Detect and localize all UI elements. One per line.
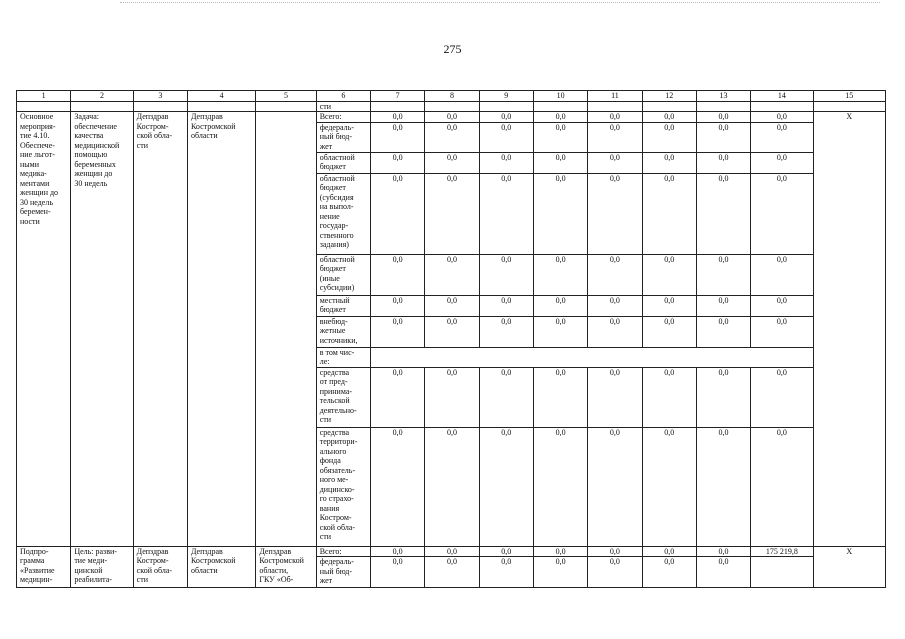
column-number: 13: [696, 91, 750, 102]
value-cell: 0,0: [751, 152, 813, 173]
value-cell: 0,0: [751, 295, 813, 316]
value-cell: 0,0: [642, 295, 696, 316]
value-cell: 0,0: [642, 316, 696, 347]
funding-source: Всего:: [316, 112, 370, 123]
funding-source: в том чис- ле:: [316, 347, 370, 367]
value-cell: 0,0: [479, 557, 533, 588]
value-cell: 0,0: [588, 295, 642, 316]
value-cell: 0,0: [696, 427, 750, 546]
budget-table: [16, 90, 886, 588]
column-number: 7: [371, 91, 425, 102]
value-cell: 0,0: [425, 295, 479, 316]
cell-col3: Депздрав Костром- ской обла- сти: [133, 546, 187, 588]
value-cell: 0,0: [425, 173, 479, 254]
cell-col1: Основное мероприя- тие 4.10. Обеспече- ние льгот- ными медика- ментами женщин до 30 недель беремен- ности: [17, 112, 71, 547]
continuation-cell: [642, 101, 696, 112]
value-cell: 0,0: [425, 427, 479, 546]
continuation-cell: [479, 101, 533, 112]
value-cell: 0,0: [696, 112, 750, 123]
value-cell: 0,0: [425, 254, 479, 295]
value-cell: 0,0: [479, 112, 533, 123]
value-cell: 0,0: [479, 427, 533, 546]
continuation-cell: [133, 101, 187, 112]
continuation-cell: [371, 101, 425, 112]
value-cell: 0,0: [371, 557, 425, 588]
value-cell: 0,0: [588, 546, 642, 557]
column-number: 11: [588, 91, 642, 102]
value-cell: 0,0: [642, 546, 696, 557]
value-cell: 0,0: [371, 122, 425, 152]
column-number: 14: [751, 91, 813, 102]
value-cell: 0,0: [642, 427, 696, 546]
value-cell: 0,0: [425, 367, 479, 427]
value-cell: 0,0: [479, 254, 533, 295]
value-cell: 0,0: [371, 427, 425, 546]
value-cell: 0,0: [588, 112, 642, 123]
continuation-cell: [71, 101, 133, 112]
value-cell: 0,0: [533, 427, 587, 546]
column-number: 5: [256, 91, 316, 102]
continuation-cell: [256, 101, 316, 112]
value-cell: 0,0: [533, 122, 587, 152]
value-cell: 0,0: [696, 152, 750, 173]
value-cell: 0,0: [479, 316, 533, 347]
value-cell: 0,0: [479, 173, 533, 254]
column-number: 2: [71, 91, 133, 102]
value-cell: 0,0: [588, 316, 642, 347]
continuation-cell: [425, 101, 479, 112]
cell-col5: [256, 112, 316, 547]
continuation-cell: [533, 101, 587, 112]
column-number: 8: [425, 91, 479, 102]
continuation-cell: [751, 101, 813, 112]
funding-source: местный бюджет: [316, 295, 370, 316]
value-cell: 0,0: [751, 122, 813, 152]
value-cell: 0,0: [479, 295, 533, 316]
value-cell: 0,0: [479, 546, 533, 557]
cell-col2: Цель: разви- тие меди- цинской реабилита-: [71, 546, 133, 588]
value-cell: 0,0: [479, 152, 533, 173]
value-cell: 0,0: [696, 173, 750, 254]
value-cell: 0,0: [588, 427, 642, 546]
cell-col15: X: [813, 112, 885, 547]
cell-col1: Подпро- грамма «Развитие медицин-: [17, 546, 71, 588]
value-cell: 0,0: [588, 367, 642, 427]
continuation-row: [17, 101, 886, 112]
column-number: 1: [17, 91, 71, 102]
continuation-cell: [588, 101, 642, 112]
value-cell: 0,0: [533, 112, 587, 123]
cell-col5: Депздрав Костромской области, ГКУ «Об-: [256, 546, 316, 588]
value-cell: 175 219,8: [751, 546, 813, 557]
value-cell: 0,0: [588, 254, 642, 295]
column-number: 4: [187, 91, 255, 102]
continuation-cell: [696, 101, 750, 112]
column-number: 10: [533, 91, 587, 102]
value-cell: 0,0: [425, 316, 479, 347]
funding-source: областной бюджет (субсидия на выпол- нение государ- ственного задания): [316, 173, 370, 254]
value-cell: 0,0: [696, 316, 750, 347]
value-cell: 0,0: [696, 557, 750, 588]
value-cell: 0,0: [371, 152, 425, 173]
cell-col4: Депздрав Костромской области: [187, 546, 255, 588]
value-cell: 0,0: [425, 546, 479, 557]
value-cell: 0,0: [696, 295, 750, 316]
value-cell: 0,0: [696, 254, 750, 295]
value-cell: 0,0: [751, 367, 813, 427]
value-cell: 0,0: [425, 112, 479, 123]
value-cell: 0,0: [533, 367, 587, 427]
funding-source: внебюд- жетные источники,: [316, 316, 370, 347]
column-number: 9: [479, 91, 533, 102]
value-cell: 0,0: [425, 557, 479, 588]
value-cell: 0,0: [425, 152, 479, 173]
value-cell: 0,0: [371, 254, 425, 295]
value-cell: 0,0: [696, 122, 750, 152]
table-row: [17, 546, 886, 557]
value-cell: 0,0: [696, 546, 750, 557]
value-cell: 0,0: [642, 152, 696, 173]
funding-source: средства от пред- принима- тельской деятельно- сти: [316, 367, 370, 427]
value-cell: 0,0: [751, 173, 813, 254]
cell-col3: Депздрав Костром- ской обла- сти: [133, 112, 187, 547]
value-cell: 0,0: [588, 557, 642, 588]
value-cell: 0,0: [588, 152, 642, 173]
value-cell: 0,0: [751, 254, 813, 295]
continuation-cell: [187, 101, 255, 112]
value-cell: 0,0: [371, 546, 425, 557]
page-number: 275: [443, 42, 462, 56]
value-cell: 0,0: [533, 152, 587, 173]
value-cell: [751, 557, 813, 588]
value-cell: 0,0: [533, 295, 587, 316]
continuation-cell: сти: [316, 101, 370, 112]
table-row: [17, 112, 886, 123]
value-cell: 0,0: [642, 557, 696, 588]
value-cell: 0,0: [371, 295, 425, 316]
value-cell: 0,0: [751, 316, 813, 347]
cell-col2: Задача: обеспечение качества медицинской помощью беременных женщин до 30 недель: [71, 112, 133, 547]
value-cell: 0,0: [533, 546, 587, 557]
value-cell: 0,0: [371, 173, 425, 254]
value-cell: 0,0: [371, 112, 425, 123]
funding-source: федераль- ный бюд- жет: [316, 557, 370, 588]
cell-col4: Депздрав Костромской области: [187, 112, 255, 547]
value-cell: 0,0: [642, 112, 696, 123]
column-number: 3: [133, 91, 187, 102]
value-cell: 0,0: [642, 122, 696, 152]
funding-source: средства территори- ального фонда обязатель- ного ме- дицинско- го страхо- вания Костром- ской обла- сти: [316, 427, 370, 546]
value-cell: 0,0: [533, 254, 587, 295]
table-header-row: [17, 91, 886, 102]
funding-source: федераль- ный бюд- жет: [316, 122, 370, 152]
funding-source: областной бюджет (иные субсидии): [316, 254, 370, 295]
value-cell: 0,0: [425, 122, 479, 152]
continuation-cell: [813, 101, 885, 112]
value-cell: 0,0: [751, 112, 813, 123]
value-cell: 0,0: [751, 427, 813, 546]
funding-source: областной бюджет: [316, 152, 370, 173]
cell-col15: X: [813, 546, 885, 588]
value-cell: 0,0: [371, 367, 425, 427]
value-cell: 0,0: [588, 122, 642, 152]
column-number: 12: [642, 91, 696, 102]
value-cell: 0,0: [533, 557, 587, 588]
value-cell: 0,0: [533, 173, 587, 254]
value-cell: 0,0: [588, 173, 642, 254]
column-number: 15: [813, 91, 885, 102]
value-cell: 0,0: [696, 367, 750, 427]
value-cell: 0,0: [533, 316, 587, 347]
top-scan-line: [120, 2, 880, 3]
funding-source: Всего:: [316, 546, 370, 557]
column-number: 6: [316, 91, 370, 102]
value-cell: 0,0: [642, 173, 696, 254]
value-cell: 0,0: [371, 316, 425, 347]
value-cell: 0,0: [642, 254, 696, 295]
value-cell: 0,0: [479, 367, 533, 427]
spacer-cell: [371, 347, 814, 367]
value-cell: 0,0: [479, 122, 533, 152]
value-cell: 0,0: [642, 367, 696, 427]
continuation-cell: [17, 101, 71, 112]
